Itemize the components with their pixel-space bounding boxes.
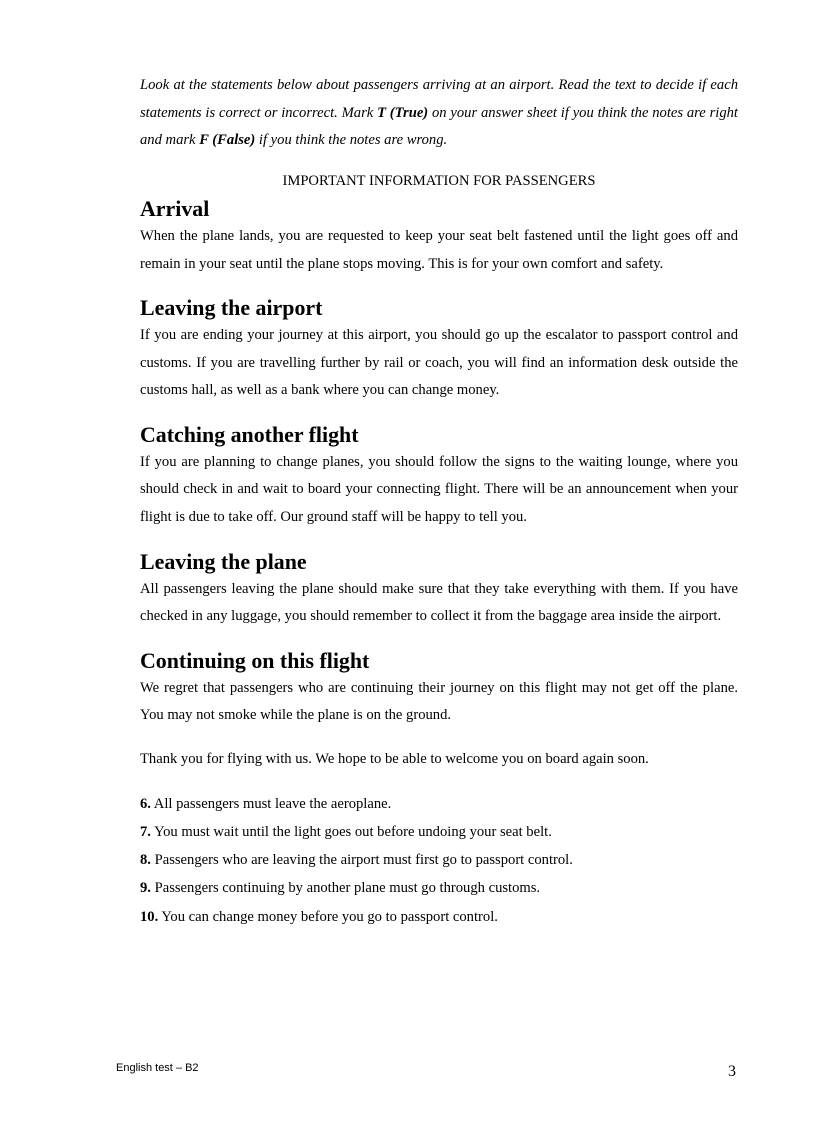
question-text: All passengers must leave the aeroplane.: [153, 795, 392, 812]
section-paragraph: If you are planning to change planes, you should follow the signs to the waiting lounge, where you should check in and wait to board your connecting flight. There will be an announcement when your flight is due to take off. Our ground staff will be happy to tell you.: [140, 453, 738, 526]
question-number: 10.: [140, 908, 159, 925]
section-leaving-airport: [140, 294, 738, 405]
instructions-text-3: if you think the notes are wrong.: [255, 132, 448, 149]
question-number: 9.: [140, 880, 151, 897]
page-title: IMPORTANT INFORMATION FOR PASSENGERS: [282, 173, 596, 190]
section-heading: Leaving the airport: [140, 295, 323, 321]
false-label: F (False): [199, 132, 256, 149]
question-number: 6.: [140, 795, 151, 812]
question-item: [140, 818, 738, 846]
true-label: T (True): [377, 104, 429, 121]
section-paragraph: If you are ending your journey at this airport, you should go up the escalator to passport control and customs. If you are travelling further by rail or coach, you will find an information desk outside the customs hall, as well as a bank where you can change money.: [140, 326, 738, 399]
section-heading: Continuing on this flight: [140, 647, 370, 673]
section-leaving-plane: [140, 548, 738, 631]
section-heading: Leaving the plane: [140, 548, 307, 574]
question-text: Passengers who are leaving the airport must first go to passport control.: [154, 852, 573, 869]
closing-note: Thank you for flying with us. We hope to be able to welcome you on board again soon.: [140, 751, 649, 768]
question-text: You must wait until the light goes out before undoing your seat belt.: [154, 823, 552, 840]
section-catching-another-flight: [140, 421, 738, 532]
instructions-text-1: Look at the statements below about passengers arriving at an airport. Read the text to decide if each statements is correct or incorrect. Mark: [140, 77, 738, 121]
instructions-text-2: on your answer sheet if you think the notes are right and mark: [140, 104, 738, 149]
question-number: 7.: [140, 823, 151, 840]
question-item: [140, 790, 738, 818]
question-text: Passengers continuing by another plane must go through customs.: [154, 880, 541, 897]
instructions: [140, 72, 738, 155]
question-list: [140, 790, 738, 931]
question-item: [140, 846, 738, 874]
section-heading: Catching another flight: [140, 422, 359, 448]
section-paragraph: We regret that passengers who are continuing their journey on this flight may not get off the plane. You may not smoke while the plane is on the ground.: [140, 679, 738, 724]
footer-test-name: English test – B2: [116, 1062, 199, 1074]
section-heading: Arrival: [140, 196, 210, 222]
section-continuing-flight: [140, 647, 738, 730]
section-paragraph: When the plane lands, you are requested to keep your seat belt fastened until the light goes off and remain in your seat until the plane stops moving. This is for your own comfort and safety.: [140, 227, 738, 272]
section-arrival: [140, 195, 738, 278]
question-number: 8.: [140, 852, 151, 869]
question-text: You can change money before you go to passport control.: [161, 908, 498, 925]
footer-page-number: 3: [728, 1063, 736, 1080]
document-body: [140, 72, 738, 931]
section-paragraph: All passengers leaving the plane should make sure that they take everything with them. If you have checked in any luggage, you should remember to collect it from the baggage area inside the airport.: [140, 580, 738, 625]
question-item: [140, 903, 738, 931]
question-item: [140, 874, 738, 902]
